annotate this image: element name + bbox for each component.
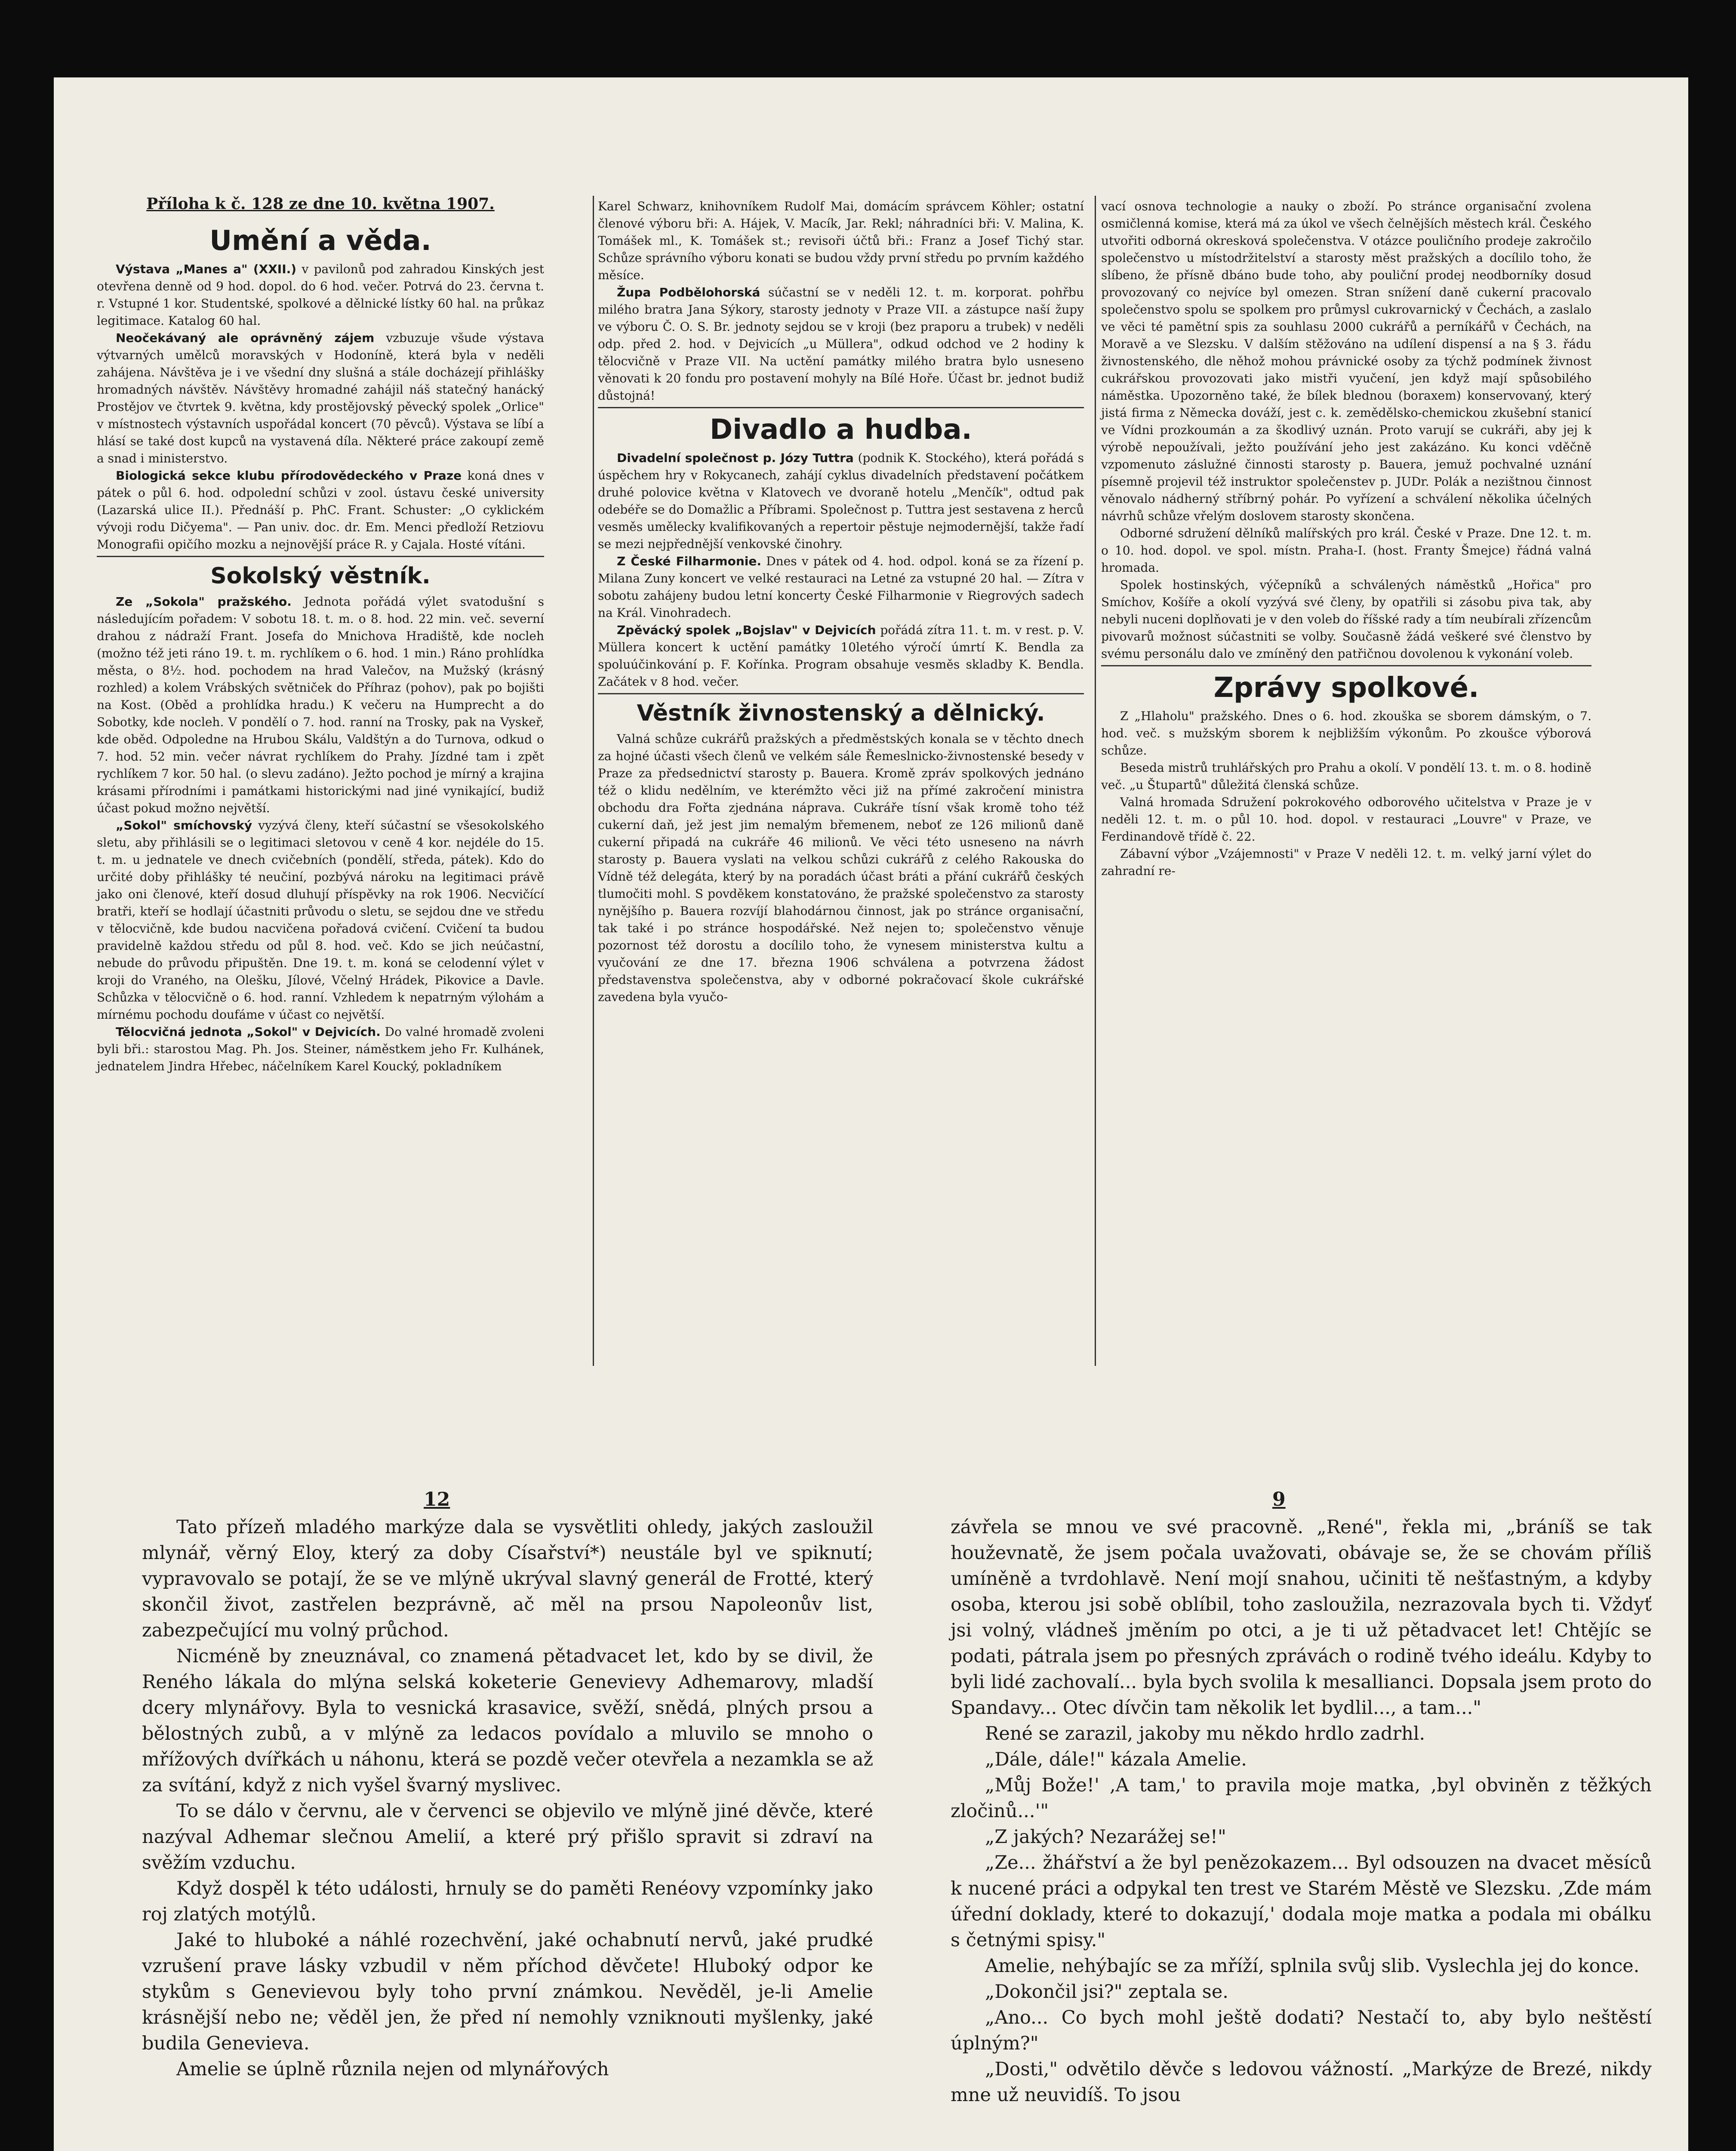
top-black-border — [0, 0, 1736, 77]
left-black-border — [0, 0, 54, 2151]
paragraph: Divadelní společnost p. Józy Tuttra (podnik K. Stockého), která pořádá s úspěchem hry v Rokycanech, zahájí cyklus divadelních představení počátkem druhé polovice května v Klatovech ve dvoraně hotelu „Menčík", odtud pak odebéře se do Domažlic a Příbrami. Společnost p. Tuttra jest sestavena z herců vesměs umělecky kvalifikovaných a repertoir pěstuje nejmodernější, takže řadí se mezi nejpřednější venkovské činohry. — [598, 451, 1084, 551]
paragraph: Výstava „Manes a" (XXII.) v pavilonů pod zahradou Kinských jest otevřena denně od 9 hod. dopol. do 6 hod. večer. Potrvá do 23. června t. r. Vstupné 1 kor. Studentské, spolkové a dělnické lístky 60 hal. na průkaz legitimace. Katalog 60 hal. — [97, 262, 544, 328]
paragraph: Zábavní výbor „Vzájemnosti" v Praze V neděli 12. t. m. velký jarní výlet do zahradní re- — [1101, 847, 1591, 878]
section-title-trade-labor: Věstník živnostenský a dělnický. — [637, 700, 1045, 726]
novel-page-left — [142, 1514, 873, 2082]
page-number-left: 12 — [424, 1488, 450, 1510]
paragraph: Tělocvičná jednota „Sokol" v Dejvicích. Do valné hromadě zvoleni byli bři.: starostou Mag. Ph. Jos. Steiner, náměstkem jeho Fr. Kulhánek, jednatelem Jindra Hřebec, náčelníkem Karel Koucký, pokladníkem — [97, 1025, 544, 1073]
paragraph: „Dále, dále!" kázala Amelie. — [985, 1749, 1247, 1770]
paragraph: „Ze... žhářství a že byl penězokazem... Byl odsouzen na dvacet měsíců k nucené práci a odpykal ten trest ve Starém Městě ve Slezsku. ,Zde mám úřední doklady, které to dokazují,' dodala moje matka a podala mi obálku s četnými spisy." — [951, 1852, 1652, 1951]
section-rule — [598, 693, 1084, 694]
paragraph: „Ano... Co bych mohl ještě dodati? Nestačí to, aby bylo neštěstí úplným?" — [951, 2007, 1652, 2054]
upper-column-1 — [97, 219, 544, 1075]
paragraph: Beseda mistrů truhlářských pro Prahu a okolí. V pondělí 13. t. m. o 8. hodině več. „u Štupartů" důležitá členská schůze. — [1101, 761, 1591, 792]
paragraph: Jaké to hluboké a náhlé rozechvění, jaké ochabnutí nervů, jaké prudké vzrušení prave lásky vzbudil v něm příchod děvčete! Hluboký odpor ke stykům s Genevievou byly toho první známkou. Nevěděl, je-li Amelie krásnější nebo ne; věděl jen, že před ní nemohly vzniknouti myšlenky, jaké budila Genevieva. — [142, 1929, 873, 2054]
section-title-club-news: Zprávy spolkové. — [1213, 672, 1479, 704]
novel-page-right — [951, 1514, 1652, 2108]
paragraph: Nicméně by zneuznával, co znamená pětadvacet let, kdo by se divil, že Reného lákala do mlýna selská koketerie Genevievy Adhemarovy, mladší dcery mlynářovy. Byla to vesnická krasavice, svěží, snědá, plných prsou a bělostných zubů, a v mlýně za ledacos povídalo a mluvilo se mnoho o mřížových dvířkách u náhonu, která se pozdě večer otevřela a nezamkla se až za svítání, když z nich vyšel švarný myslivec. — [142, 1646, 874, 1796]
section-title-sokol: Sokolský věstník. — [210, 563, 431, 589]
paragraph: „Dosti," odvětilo děvče s ledovou vážností. „Markýze de Brezé, nikdy mne už neuvidíš. To jsou — [951, 2059, 1652, 2106]
section-title-theatre-music: Divadlo a hudba. — [710, 414, 972, 446]
paragraph: Ze „Sokola" pražského. Jednota pořádá výlet svatodušní s následujícím pořadem: V sobotu 18. t. m. o 8. hod. 22 min. več. severní drahou z nádraží Frant. Josefa do Mnichova Hradiště, kde nocleh (možno též jeti ráno 19. t. m. rychlíkem o 6. hod. 1 min.) Ráno prohlídka města, o 8½. hod. pochodem na hrad Valečov, na Mužský (krásný rozhled) a kolem Vrábských světniček do Příhraz (pohov), pak po bojišti na Kost. (Oběd a prohlídka hradu.) K večeru na Humprecht a do Sobotky, kde nocleh. V pondělí o 7. hod. ranní na Trosky, pak na Vyskeř, kde oběd. Odpoledne na Hrubou Skálu, Valdštýn a do Turnova, odkud o 7. hod. 52 min. večer návrat rychlíkem do Prahy. Jízdné tam i zpět rychlíkem 7 kor. 50 hal. (o slevu zadáno). Ježto pochod je mírný a krajina krásami přírodními i památkami historickými nad jiné vynikající, budiž účast pokud možno největší. — [97, 595, 544, 815]
paragraph: Neočekávaný ale oprávněný zájem vzbuzuje všude výstava výtvarných umělců moravských v Hodoníně, která byla v neděli zahájena. Návštěva je i ve všední dny slušná a stále docházejí přihlášky hromadných návštěv. Návštěvy hromadné zahájil náš statečný hanácký Prostějov ve čtvrtek 9. května, kdy prostějovský pěvecký spolek „Orlice" v místnostech výstavních uspořádal koncert (70 pěvců). Výstava se líbí a hlásí se také dost kupců na vystavená díla. Některé práce zakoupí země a snad i ministerstvo. — [97, 331, 545, 465]
paragraph: Valná schůze cukrářů pražských a předměstských konala se v těchto dnech za hojné účasti všech členů ve velkém sále Řemeslnicko-živnostenské besedy v Praze za předsednictví starosty p. Bauera. Kromě zpráv spolkových jednáno též o klidu nedělním, ve kterémžto věci již na přímé zakročení ministra obchodu dra Fořta zjednána náprava. Cukráře tísní však kromě toho též cukerní daň, jež jest jim nemalým břemenem, neboť ze 126 milionů daně cukerní připadá na cukráře 46 milionů. Ve věci této usneseno na návrh starosty p. Bauera vyslati na velkou schůzi cukrářů z celého Rakouska do Vídně též delegáta, který by na poradách účast bráti a přání cukrářů českých tlumočiti mohl. S povděkem konstatováno, že pražské společenstvo za starosty nynějšího p. Bauera rozvíjí blahodárnou činnost, jak po stránce organisační, tak také i po stránce hospodářské. Než nejen to; společenstvo věnuje pozornost též dorostu a docílilo toho, že vynesem ministerstva kultu a vyučování ze dne 17. března 1906 schválena a potvrzena žádost představenstva společenstva, aby v odborné pokračovací škole cukrářské zavedena byla vyučo- — [598, 732, 1084, 1004]
paragraph: „Z jakých? Nezarážej se!" — [985, 1826, 1226, 1848]
paragraph: Amelie, nehýbajíc se za mříží, splnila svůj slib. Vyslechla jej do konce. — [985, 1955, 1640, 1977]
right-black-border — [1688, 0, 1736, 2151]
paragraph: Valná hromada Sdružení pokrokového odborového učitelstva v Praze je v neděli 12. t. m. o půl 10. hod. dopol. v restauraci „Louvre" v Praze, ve Ferdinandově třídě č. 22. — [1101, 795, 1591, 844]
section-rule — [1101, 665, 1591, 666]
page-number-right: 9 — [1272, 1488, 1286, 1510]
paragraph: To se dálo v červnu, ale v červenci se objevilo ve mlýně jiné děvče, které nazýval Adhemar slečnou Amelií, a které prý přišlo spravit si zdraví na svěžím vzduchu. — [142, 1800, 873, 1874]
paragraph: Z „Hlaholu" pražského. Dnes o 6. hod. zkouška se sborem dámským, o 7. hod. več. s mužským sborem k nejbližším výkonům. Po zkoušce výborová schůze. — [1101, 709, 1591, 758]
upper-column-3 — [1101, 198, 1591, 880]
paragraph: „Sokol" smíchovský vyzývá členy, kteří súčastní se všesokolského sletu, aby přihlásili se o legitimaci sletovou v ceně 4 kor. nejdéle do 15. t. m. u jednatele ve dnech cvičebních (pondělí, středa, pátek). Kdo do určité doby přihlášky té neučiní, pozbývá nároku na legitimaci právě jako oni členové, kteří dosud dluhují příspěvky na rok 1906. Necvičící bratři, kteří se hodlají účastniti průvodu o sletu, se sejdou dne ve středu v tělocvičně, kde budou nacvičena pořadová cvičení. Cvičení ta budou pravidelně každou středu od půl 8. hod. več. Kdo se jich neúčastní, nebude do průvodu připuštěn. Dne 19. t. m. koná se celodenní výlet v kroji do Vraného, na Olešku, Jílové, Včelný Hrádek, Pikovice a Davle. Schůzka v tělocvičně o 6. hod. ranní. Vzhledem k nepatrným výlohám a mírnému pochodu doufáme v účast co největší. — [97, 818, 545, 1022]
paragraph: „Dokončil jsi?" zeptala se. — [985, 1981, 1228, 2003]
upper-column-2 — [598, 198, 1084, 1006]
paragraph: vací osnova technologie a nauky o zboží. Po stránce organisační zvolena osmičlenná komise, která má za úkol ve všech čelnějších městech král. Českého utvořiti odborná okresková společenstva. V otázce pouličního prodeje zakročilo společenstvo u místodržitelství a starosty měst pražských a docílilo toho, že slíbeno, že přísně dbáno bude toho, aby pouliční prodej neodborníky dosud provozovaný co nejvíce byl omezen. Stran snížení daně cukerní pracovalo společenstvo spolu se spolkem pro průmysl cukrovarnický v Čechách, a zaslalo ve věci té pamětní spis za souhlasu 2000 cukrářů a perníkářů v Čechách, na Moravě a ve Slezsku. V dalším stěžováno na udílení dispensí a na § 3. řádu živnostenského, dle něhož mohou právnické osoby za týchž podmínek živnost cukrářskou provozovati jako mistři vyučení, jen když mají spůsobilého náměstka. Upozorněno také, že bílek blednou (boraxem) konservovaný, který jistá firma z Německa dováží, jest c. k. zemědělsko-chemickou zkušební stanicí ve Vídni prozkoumán a za škodlivý uznán. Proto varují se cukráři, aby jej k výrobě nepoužívali, ježto používání jeho jest zakázáno. Ku konci vděčně vzpomenuto záslužné činnosti starosty p. Bauera, jemuž pochvalné uznání písemně projevil též instruktor společenstev p. JUDr. Polák a nezištnou činnost věnovalo nádherný stříbrný pohár. Po vyřízení a schválení několika účelných návrhů schůze vřelým doslovem starosty skončena. — [1101, 199, 1591, 523]
paragraph: Župa Podbělohorská súčastní se v neděli 12. t. m. korporat. pohřbu milého bratra Jana Sýkory, starosty jednoty v Praze VII. a zástupce naší župy ve výboru Č. O. S. Br. jednoty sejdou se v kroji (bez praporu a trubek) v neděli odp. před 2. hod. v Dejvicích „u Müllera", odkud odchod ve 2 hodiny k tělocvičně v Praze VII. Na uctění památky milého bratra bylo usneseno věnovati k 20 fondu pro postavení mohyly na Bílé Hoře. Účast br. jednot budiž důstojná! — [598, 285, 1084, 403]
paragraph: Amelie se úplně různila nejen od mlynářových — [176, 2059, 609, 2080]
paragraph: Odborné sdružení dělníků malířských pro král. České v Praze. Dne 12. t. m. o 10. hod. dopol. ve spol. místn. Praha-I. (host. Franty Šmejce) řádná valná hromada. — [1101, 526, 1591, 575]
column-divider — [593, 196, 594, 1366]
section-title-art-science: Umění a věda. — [209, 225, 431, 257]
paragraph: závřela se mnou ve své pracovně. „René", řekla mi, „bráníš se tak houževnatě, že jsem počala uvažovati, obávaje se, že se chovám příliš umíněně a tvrdohlavě. Není mojí snahou, učiniti tě nešťastným, a kdyby osoba, kterou jsi sobě oblíbil, toho zasloužila, nezrazovala bych ti. Vždyť jsi volný, vládneš jměním po otci, a je ti už pětadvacet let! Chtějíc se podati, pátrala jsem po přesných zprávách o rodině tvého ideálu. Kdyby to byli lidé zachovalí... byla bych svolila k mesallianci. Dopsala jsem proto do Spandavy... Otec dívčin tam několik let bydlil..., a tam..." — [951, 1516, 1652, 1719]
paragraph: Když dospěl k této události, hrnuly se do paměti Renéovy vzpomínky jako roj zlatých motýlů. — [142, 1878, 873, 1925]
paragraph: Tato přízeň mladého markýze dala se vysvětliti ohledy, jakých zasloužil mlynář, věrný Eloy, který za doby Císařství*) neustále byl ve spiknutí; vypravovalo se potají, že se ve mlýně ukrýval slavný generál de Frotté, který skončil život, zastřelen bezprávně, ač měl na prsou Napoleonův list, zabezpečující mu volný průchod. — [142, 1516, 873, 1641]
paragraph: Z České Filharmonie. Dnes v pátek od 4. hod. odpol. koná se za řízení p. Milana Zuny koncert ve velké restauraci na Letné za vstupné 20 hal. — Zítra v sobotu zahájeny budou letní koncerty České Filharmonie v Riegrových sadech na Král. Vinohradech. — [598, 554, 1084, 620]
paragraph: Spolek hostinských, výčepníků a schválených náměstků „Hořica" pro Smíchov, Košíře a okolí vyzývá své členy, by opatřili si zásobu piva tak, aby nebyli nuceni doplňovati je v den voleb do říšské rady a tím neubírali zřízencům pivovarů možnost súčastniti se volby. Současně žádá veškeré své členstvo by svému personálu dalo ve zmíněný den patřičnou dovolenou k vykonání voleb. — [1101, 578, 1591, 661]
paragraph: Biologická sekce klubu přírodovědeckého v Praze koná dnes v pátek o půl 6. hod. odpolední schůzi v zool. ústavu české university (Lazarská ulice II.). Přednáší p. PhC. Frant. Schuster: „O cyklickém vývoji rodu Dičyema". — Pan univ. doc. dr. Em. Menci předloží Retziovu Monografii opičího mozku a nejnovější práce R. y Cajala. Hosté vítáni. — [97, 468, 545, 552]
paragraph: Zpěvácký spolek „Bojslav" v Dejvicích pořádá zítra 11. t. m. v rest. p. V. Müllera koncert k uctění památky 10letého výročí úmrtí K. Bendla za spoluúčinkování p. F. Kořínka. Program obsahuje vesměs skladby K. Bendla. Začátek v 8 hod. večer. — [598, 623, 1084, 689]
section-rule — [97, 556, 544, 557]
supplement-header: Příloha k č. 128 ze dne 10. května 1907. — [146, 195, 495, 213]
section-rule — [598, 407, 1084, 408]
paragraph: Karel Schwarz, knihovníkem Rudolf Mai, domácím správcem Köhler; ostatní členové výboru bři: A. Hájek, V. Macík, Jar. Rekl; náhradníci bři: V. Malina, K. Tomášek ml., K. Tomášek st.; revisoři účtů bři.: Franz a Josef Tichý star. Schůze správního výboru konati se budou vždy první středu po prvním každého měsíce. — [598, 199, 1084, 282]
column-divider — [1095, 196, 1096, 1366]
paragraph: „Můj Bože!' ,A tam,' to pravila moje matka, ,byl obviněn z těžkých zločinů...'" — [951, 1775, 1652, 1822]
paragraph: René se zarazil, jakoby mu někdo hrdlo zadrhl. — [985, 1723, 1425, 1744]
